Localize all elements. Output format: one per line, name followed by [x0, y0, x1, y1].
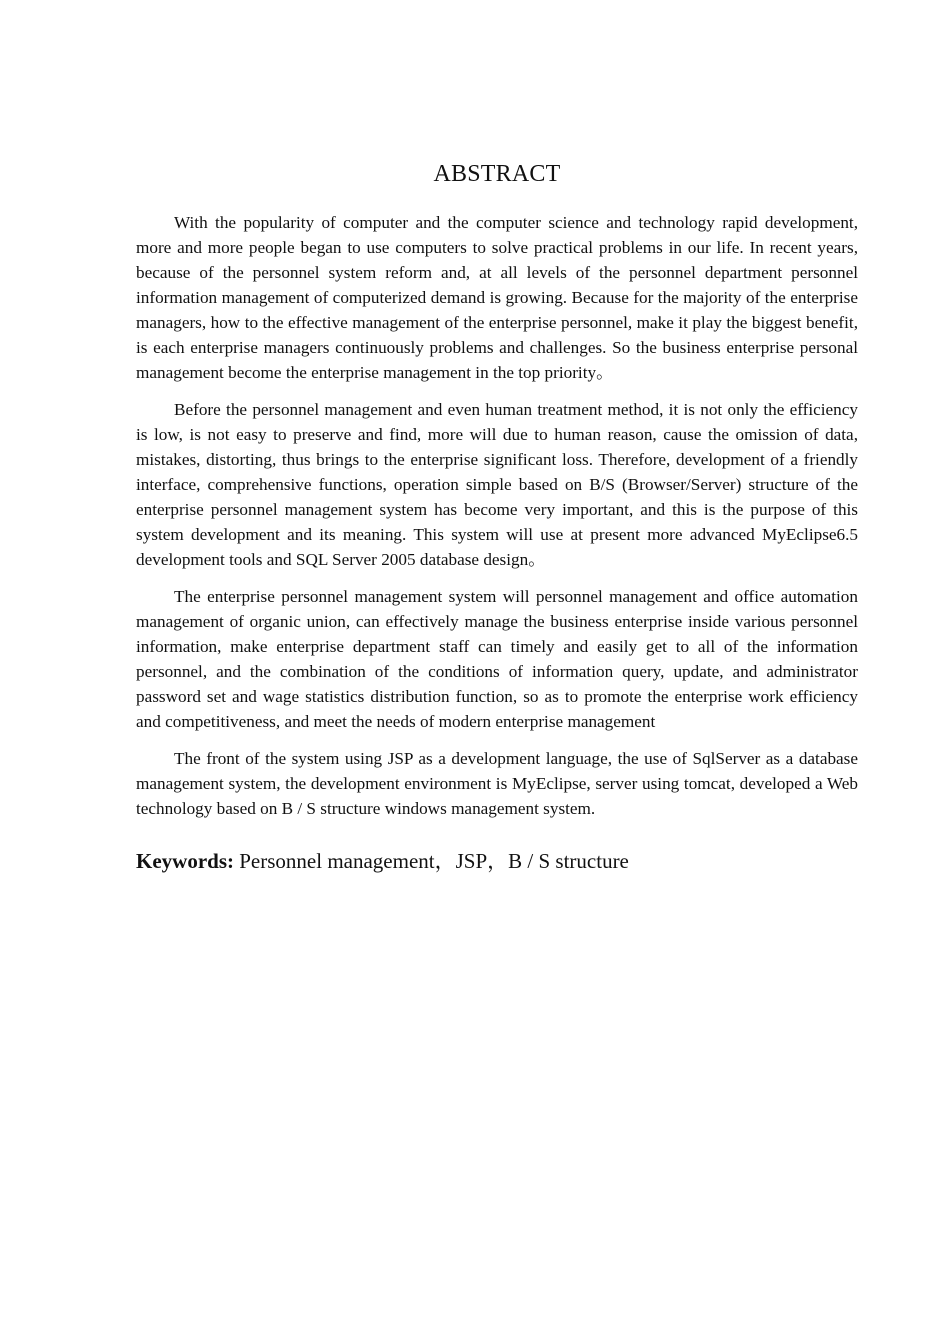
abstract-paragraph-3: The enterprise personnel management system will personnel management and office automation management of organic union, can effectively manage the business enterprise inside various personnel information, make enterprise department staff can timely and easily get to all of the information personnel, and the combination of the conditions of information query, update, and administrator password set and wage statistics distribution function, so as to promote the enterprise work efficiency and competitiveness, and meet the needs of modern enterprise management [136, 587, 858, 731]
keywords-line [136, 847, 858, 875]
abstract-page [136, 158, 858, 875]
keywords-value: Personnel management，JSP，B / S structure [239, 849, 629, 873]
abstract-paragraph-1: With the popularity of computer and the computer science and technology rapid development, more and more people began to use computers to solve practical problems in our life. In recent years, because of the personnel system reform and, at all levels of the personnel department personnel information management of computerized demand is growing. Because for the majority of the enterprise managers, how to the effective management of the enterprise personnel, make it play the biggest benefit, is each enterprise managers continuously problems and challenges. So the business enterprise personal management become the enterprise management in the top priority。 [136, 213, 858, 382]
keywords-label: Keywords: [136, 849, 234, 873]
abstract-paragraph-4: The front of the system using JSP as a development language, the use of SqlServer as a database management system, the development environment is MyEclipse, server using tomcat, developed a Web technology based on B / S structure windows management system. [136, 749, 858, 818]
abstract-paragraph-2: Before the personnel management and even human treatment method, it is not only the efficiency is low, is not easy to preserve and find, more will due to human reason, cause the omission of data, mistakes, distorting, thus brings to the enterprise significant loss. Therefore, development of a friendly interface, comprehensive functions, operation simple based on B/S (Browser/Server) structure of the enterprise personnel management system has become very important, and this is the purpose of this system development and its meaning. This system will use at present more advanced MyEclipse6.5 development tools and SQL Server 2005 database design。 [136, 400, 858, 569]
abstract-title: ABSTRACT [433, 161, 561, 187]
